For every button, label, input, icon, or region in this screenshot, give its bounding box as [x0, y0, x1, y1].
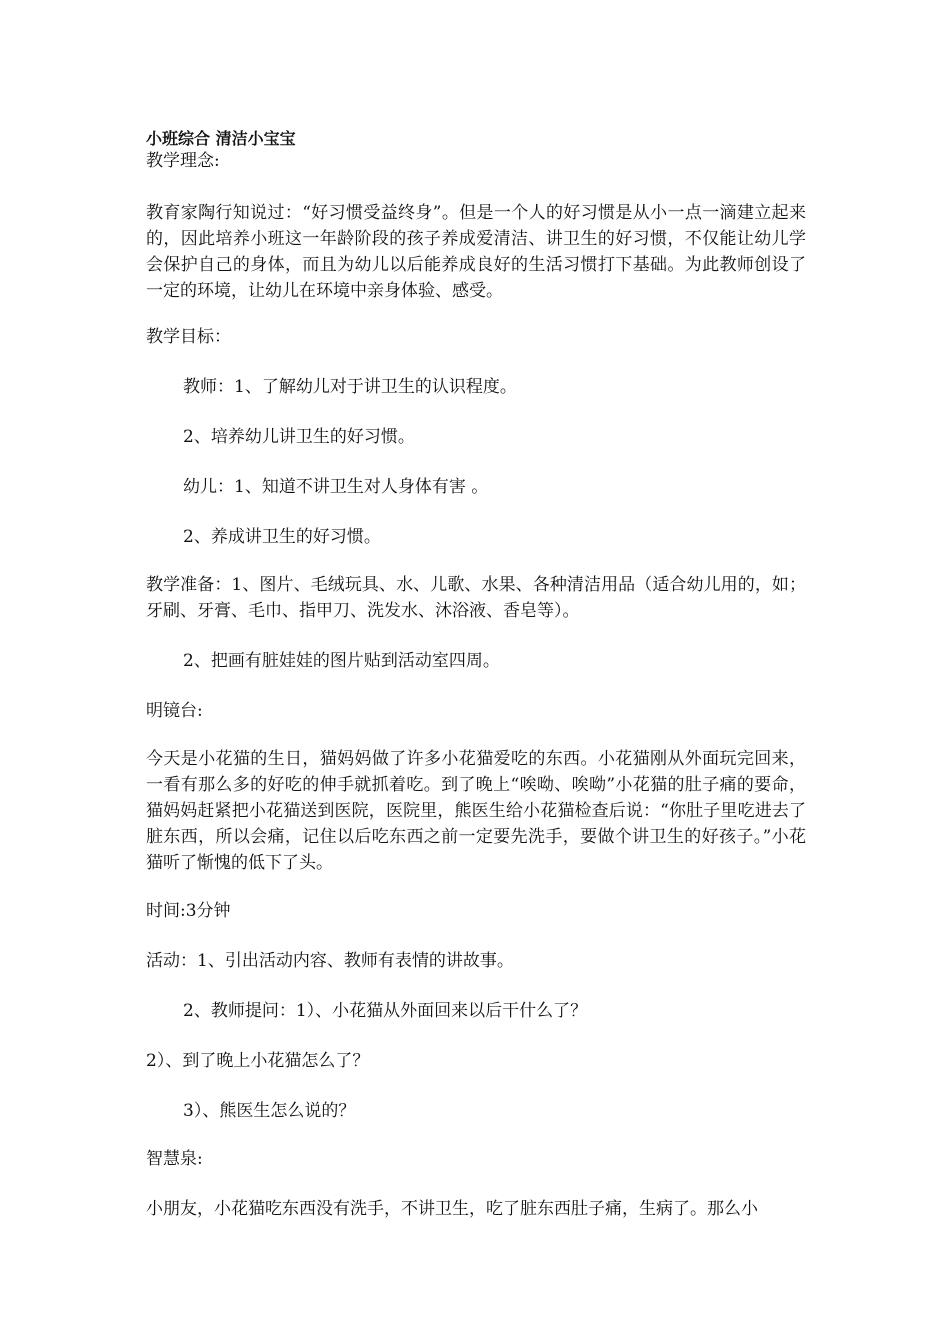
question-3: 3）、熊医生怎么说的？ [183, 1101, 356, 1121]
prep-paragraph-2: 2、把画有脏娃娃的图片贴到活动室四周。 [183, 651, 500, 671]
prep-paragraph-1: 教学准备：1、图片、毛绒玩具、水、儿歌、水果、各种清洁用品（适合幼儿用的，如；牙刷、牙膏、毛巾、指甲刀、洗发水、沐浴液、香皂等）。 [146, 575, 806, 621]
concept-heading: 教学理念: [146, 151, 220, 171]
concept-paragraph: 教育家陶行知说过：“好习惯受益终身”。但是一个人的好习惯是从小一点一滴建立起来的，因此培养小班这一年龄阶段的孩子养成爱清洁、讲卫生的好习惯，不仅能让幼儿学会保护自己的身体，而且为幼儿以后能养成良好的生活习惯打下基础。为此教师创设了一定的环境，让幼儿在环境中亲身体验、感受。 [146, 203, 806, 301]
mirror-heading: 明镜台: [146, 701, 203, 721]
activity-line-2: 2、教师提问：1）、小花猫从外面回来以后干什么了？ [183, 1001, 588, 1021]
goal-child-1: 幼儿：1、知道不讲卫生对人身体有害 。 [183, 477, 489, 497]
doc-title: 小班综合 清洁小宝宝 [146, 129, 296, 148]
story-paragraph: 今天是小花猫的生日，猫妈妈做了许多小花猫爱吃的东西。小花猫刚从外面玩完回来，一看有那么多的好吃的伸手就抓着吃。到了晚上“唉呦、唉呦”小花猫的肚子痛的要命，猫妈妈赶紧把小花猫送到医院，医院里，熊医生给小花猫检查后说：“你肚子里吃进去了脏东西，所以会痛，记住以后吃东西之前一定要先洗手，要做个讲卫生的好孩子。”小花猫听了惭愧的低下了头。 [146, 749, 806, 873]
wisdom-paragraph: 小朋友，小花猫吃东西没有洗手，不讲卫生，吃了脏东西肚子痛，生病了。那么小 [146, 1199, 758, 1219]
goals-heading: 教学目标： [146, 327, 231, 347]
time-line: 时间:3分钟 [146, 901, 231, 921]
activity-line-1: 活动：1、引出活动内容、教师有表情的讲故事。 [146, 951, 514, 971]
question-2: 2）、到了晚上小花猫怎么了？ [146, 1051, 370, 1071]
wisdom-heading: 智慧泉: [146, 1149, 203, 1169]
goal-child-2: 2、养成讲卫生的好习惯。 [183, 527, 381, 547]
goal-teacher-2: 2、培养幼儿讲卫生的好习惯。 [183, 427, 415, 447]
goal-teacher-1: 教师：1、了解幼儿对于讲卫生的认识程度。 [183, 377, 517, 397]
